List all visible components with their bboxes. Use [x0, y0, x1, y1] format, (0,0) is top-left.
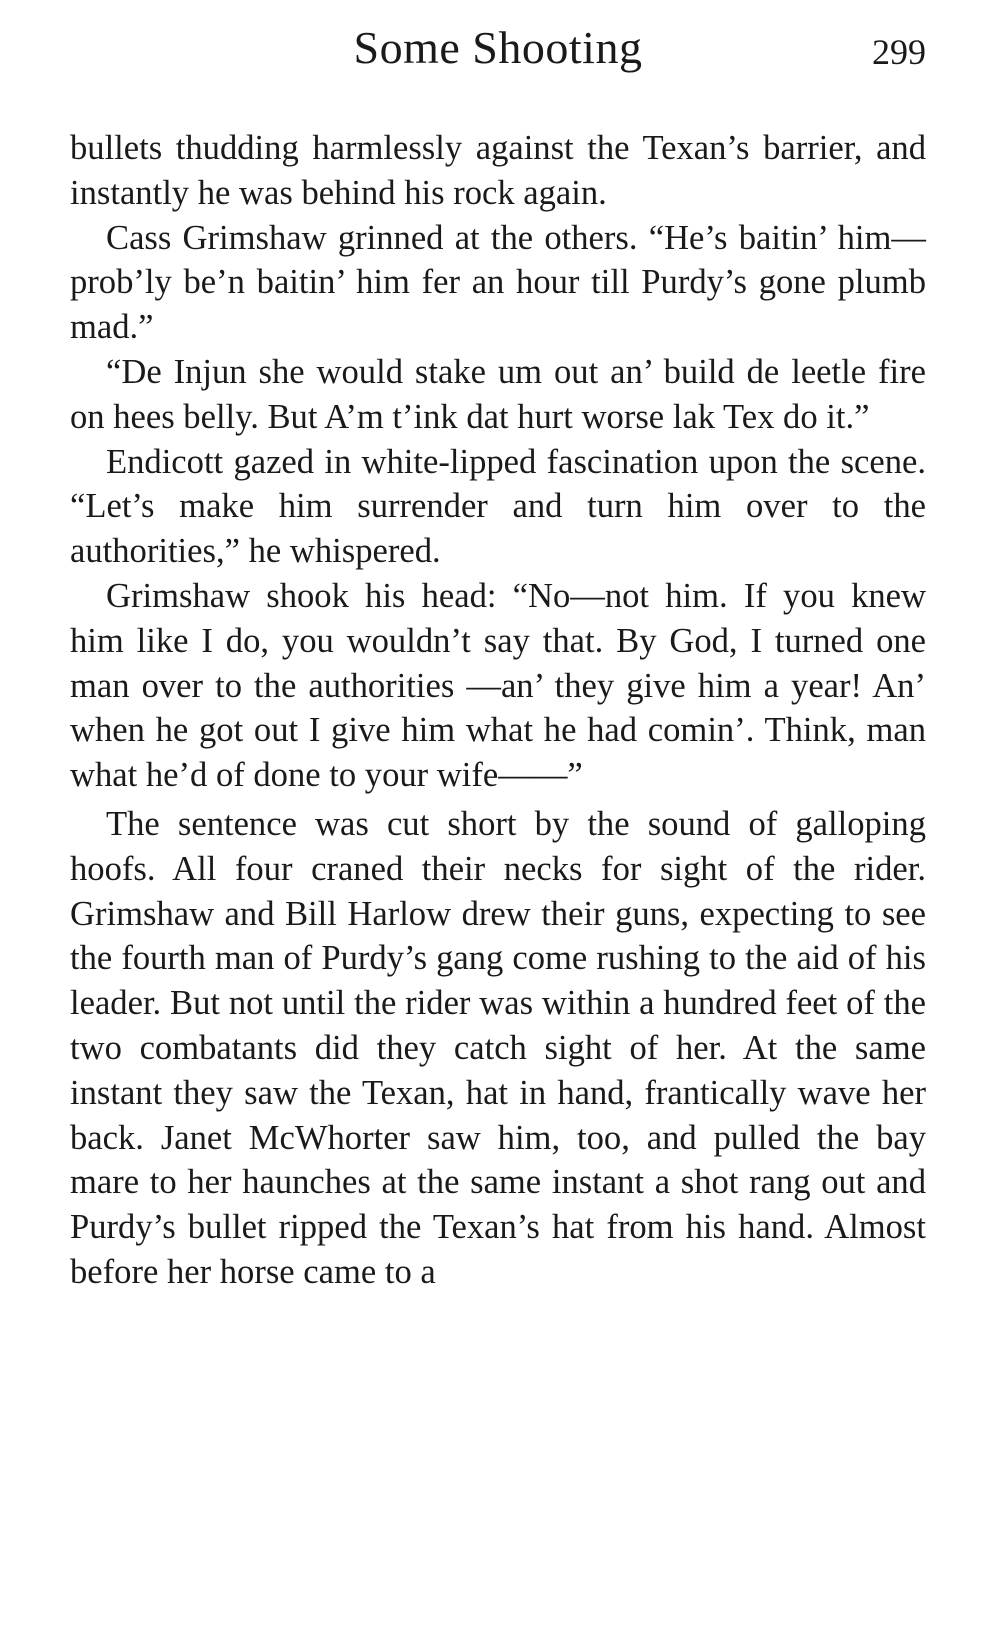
paragraph: Endicott gazed in white-lipped fascination upon the scene. “Let’s make him surrender and turn him over to the authorities,” he whispered. — [70, 442, 926, 571]
paragraph: bullets thudding harmlessly against the Texan’s barrier, and instantly he was behind his rock again. — [70, 129, 926, 212]
chapter-title: Some Shooting — [353, 22, 643, 73]
paragraph: “De Injun she would stake um out an’ build de leetle fire on hees belly. But A’m t’ink dat hurt worse lak Tex do it.” — [70, 352, 926, 436]
paragraph: Grimshaw shook his head: “No—not him. If you knew him like I do, you wouldn’t say that. By God, I turned one man over to the authorities —an’ they give him a year! An’ when he got out I give him what he had comin’. Think, man what he’d of done to your wife——” — [70, 576, 926, 795]
paragraph: Cass Grimshaw grinned at the others. “He’s baitin’ him—prob’ly be’n baitin’ him fer an hour till Purdy’s gone plumb mad.” — [70, 218, 926, 347]
page-number: 299 — [872, 32, 926, 72]
running-header — [70, 18, 926, 78]
body-text — [70, 126, 926, 1295]
paragraph: The sentence was cut short by the sound of galloping hoofs. All four craned their necks for sight of the rider. Grimshaw and Bill Harlow drew their guns, expecting to see the fourth man of Purdy’s gang come rushing to the aid of his leader. But not until the rider was within a hundred feet of the two combatants did they catch sight of her. At the same instant they saw the Texan, hat in hand, frantically wave her back. Janet McWhorter saw him, too, and pulled the bay mare to her haunches at the same instant a shot rang out and Purdy’s bullet ripped the Texan’s hat from his hand. Almost before her horse came to a — [70, 804, 926, 1291]
